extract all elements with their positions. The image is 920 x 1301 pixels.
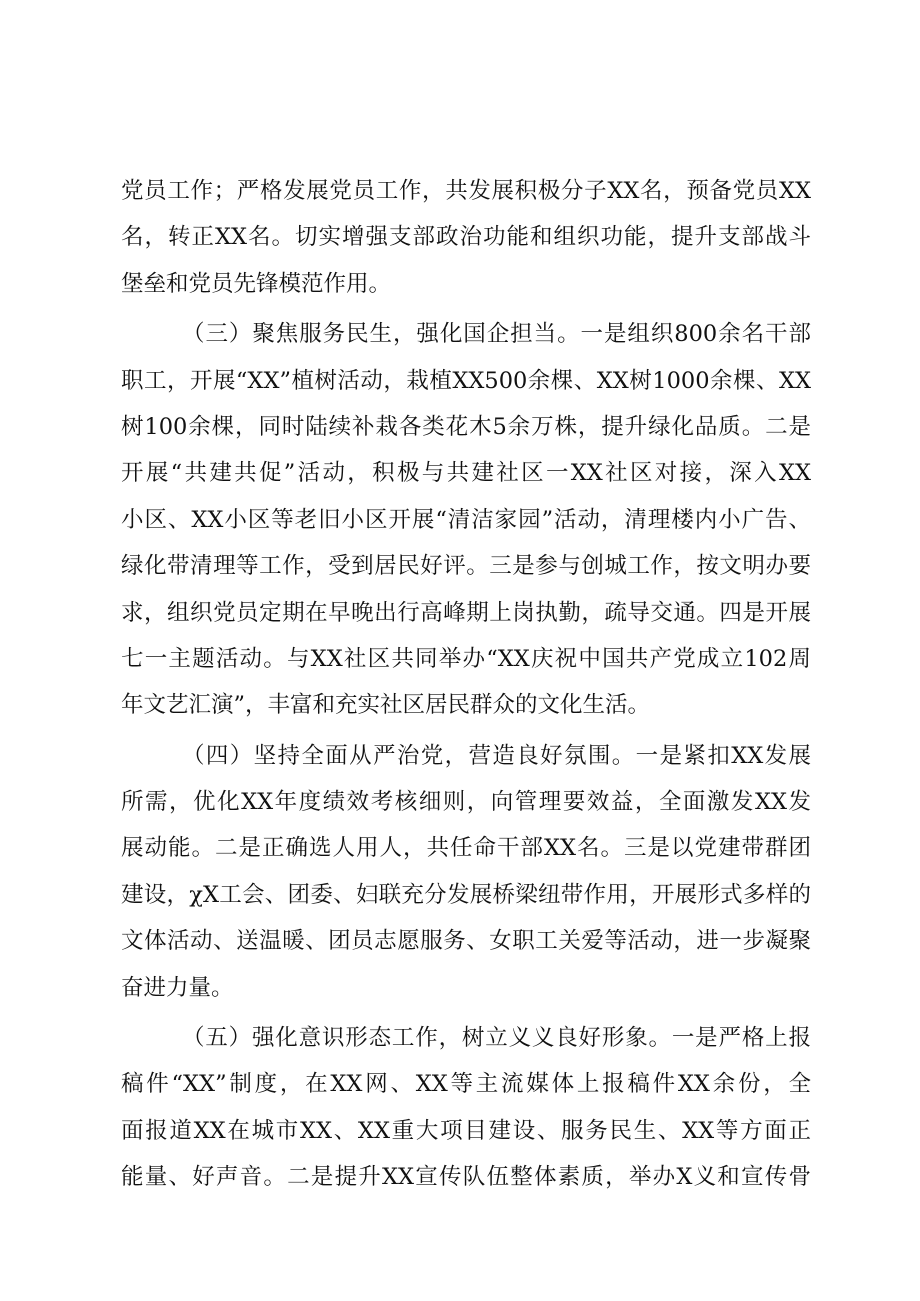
section-heading-line: （三）聚焦服务民生，强化国企担当。一是组织800余名干部 — [182, 321, 811, 348]
paragraph-section-five — [121, 1015, 811, 1201]
text-line: 名，转正XX名。切实增强支部政治功能和组织功能，提升支部战斗 — [121, 224, 811, 251]
text-line: 党员工作；严格发展党员工作，共发展积极分子XX名，预备党员XX — [121, 178, 811, 204]
text-line: 面报道XX在城市XX、XX重大项目建设、服务民生、XX等方面正 — [121, 1117, 811, 1144]
document-body — [121, 168, 811, 1201]
text-line: 堡垒和党员先锋模范作用。 — [121, 270, 392, 297]
paragraph-section-four — [121, 733, 811, 1011]
section-heading-line: （四）坚持全面从严治党，营造良好氛围。一是紧扣XX发展 — [182, 742, 811, 769]
text-line: 开展“共建共促”活动，积极与共建社区一XX社区对接，深入XX — [121, 460, 811, 487]
text-line: 展动能。二是正确选人用人，共任命干部XX名。三是以党建带群团 — [121, 835, 811, 862]
text-line: 树100余棵，同时陆续补栽各类花木5余万株，提升绿化品质。二是 — [121, 413, 811, 440]
text-line: 求，组织党员定期在早晚出行高峰期上岗执勤，疏导交通。四是开展 — [121, 599, 811, 626]
section-heading-line: （五）强化意识形态工作，树立义义良好形象。一是严格上报 — [182, 1025, 811, 1052]
paragraph-section-three — [121, 311, 811, 729]
text-line: 建设，χX工会、团委、妇联充分发展桥梁纽带作用，开展形式多样的 — [121, 881, 811, 908]
text-line: 绿化带清理等工作，受到居民好评。三是参与创城工作，按文明办要 — [121, 553, 811, 580]
text-line: 能量、好声音。二是提升XX宣传队伍整体素质，举办X义和宣传骨 — [121, 1164, 811, 1191]
text-line: 小区、XX小区等老旧小区开展“清洁家园”活动，清理楼内小广告、 — [121, 506, 811, 533]
text-line: 七一主题活动。与XX社区共同举办“XX庆祝中国共产党成立102周 — [121, 645, 811, 672]
text-line: 稿件“XX”制度，在XX网、XX等主流媒体上报稿件XX余份，全 — [121, 1071, 811, 1098]
text-line: 奋进力量。 — [121, 974, 234, 1001]
text-line: 年文艺汇演”，丰富和充实社区居民群众的文化生活。 — [121, 692, 651, 719]
text-line: 所需，优化XX年度绩效考核细则，向管理要效益，全面激发XX发 — [121, 789, 811, 816]
text-line: 文体活动、送温暖、团员志愿服务、女职工关爱等活动，进一步凝聚 — [121, 928, 811, 955]
text-line: 职工，开展“XX”植树活动，栽植XX500余棵、XX树1000余棵、XX — [121, 367, 811, 394]
paragraph-party-work — [121, 168, 811, 307]
